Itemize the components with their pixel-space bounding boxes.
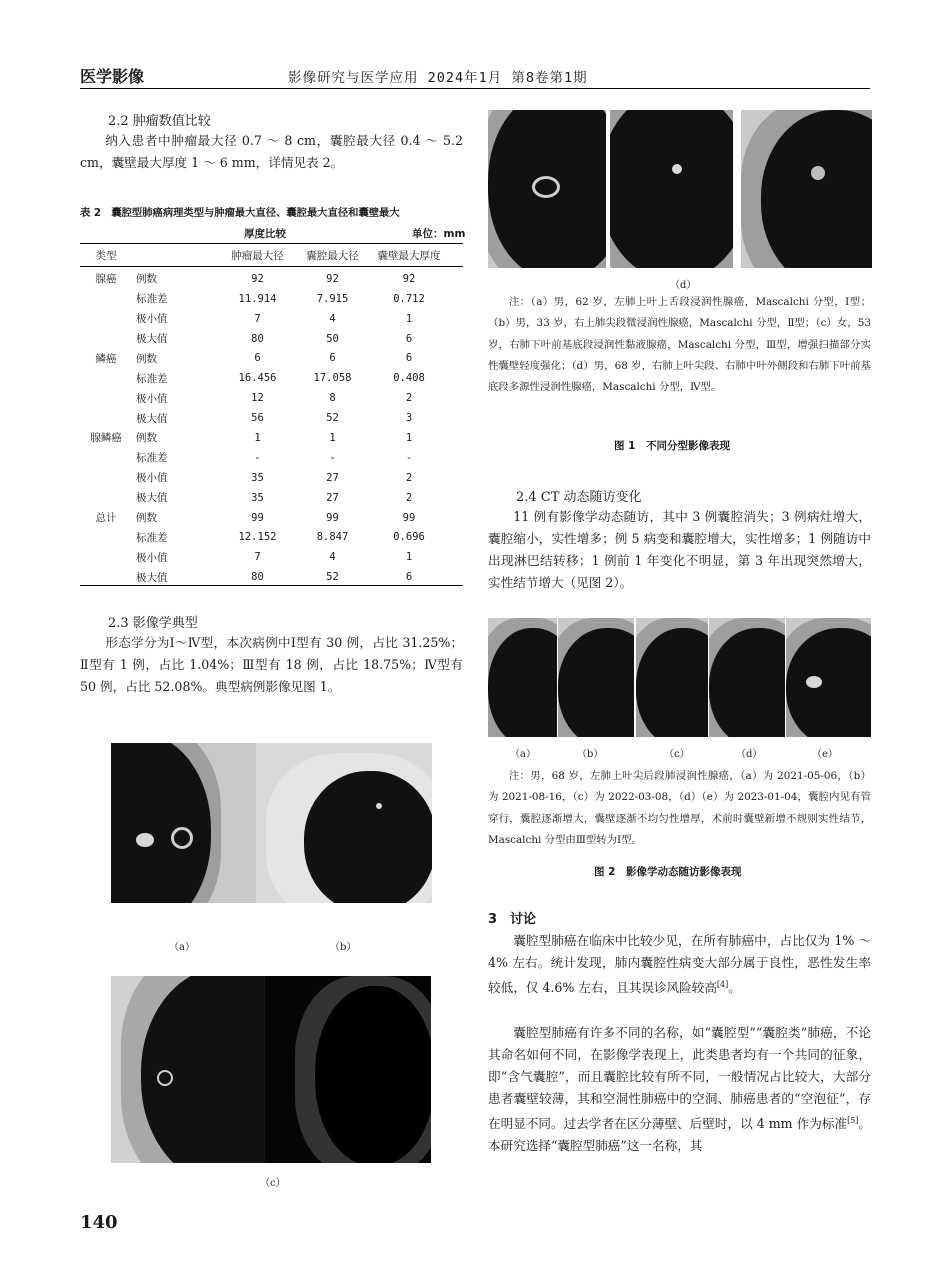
ct-image-fig2b bbox=[558, 618, 634, 737]
table-cell: 17.058 bbox=[313, 372, 352, 385]
table-row bbox=[80, 368, 448, 388]
table-cell: 极小值 bbox=[136, 472, 168, 485]
table-cell bbox=[80, 547, 132, 567]
table-cell: 6 bbox=[405, 571, 413, 584]
table-row bbox=[80, 488, 448, 508]
table-cell: 6 bbox=[405, 332, 413, 345]
table-cell: 7 bbox=[254, 551, 261, 564]
table-cell: 0.696 bbox=[393, 531, 425, 544]
fig1-note-block bbox=[488, 292, 871, 398]
ct-image-fig2c bbox=[636, 618, 708, 737]
fig1-label-a: （a） bbox=[169, 942, 195, 953]
fig2-label-e: （e） bbox=[812, 749, 838, 760]
ct-image-fig2a bbox=[488, 618, 557, 737]
table2-header-row bbox=[80, 246, 448, 266]
table-cell: 4 bbox=[329, 551, 336, 564]
table-row bbox=[80, 329, 448, 349]
section-3-title: 3 讨论 bbox=[488, 912, 537, 927]
table-cell: 2 bbox=[405, 471, 413, 484]
section-3-para-2-text: 囊腔型肺癌有许多不同的名称，如“囊腔型”“囊腔类”肺癌，不论其命名如何不同，在影像学表现上，此类患者均有一个共同的征象，即“含气囊腔”，而且囊腔比较有所不同，一般情况占比较大，大部分患者囊壁较薄，其和空洞性肺癌中的空洞、肺癌患者的“空泡征”，存在明显不同。过去学者在区分薄壁、后壁时，以 4 mm 作为标准 bbox=[488, 1025, 871, 1132]
table-row bbox=[80, 448, 448, 468]
table-cell: 80 bbox=[251, 332, 264, 345]
table-cell bbox=[80, 468, 132, 488]
section-3-para-1-end: 。 bbox=[728, 980, 741, 996]
table-cell: 标准差 bbox=[136, 293, 168, 306]
section-2-4-para: 11 例有影像学动态随访，其中 3 例囊腔消失；3 例病灶增大，囊腔缩小，实性增多；例 5 病变和囊腔增大，实性增多；1 例随访中出现淋巴结转移；1 例前 1 年变化不明显，第 3 年出现突然增大，实性结节增大（见图 2）。 bbox=[488, 509, 871, 590]
section-3-para-2-end: 。本研究选择“囊腔型肺癌”这一名称，其 bbox=[488, 1116, 872, 1154]
fig1-caption: 图 1 不同分型影像表现 bbox=[614, 440, 730, 452]
table-cell: 0.408 bbox=[393, 372, 425, 385]
table-cell bbox=[80, 448, 132, 468]
journal-name: 医学影像 bbox=[80, 67, 145, 86]
table-cell: 极小值 bbox=[136, 392, 168, 405]
table2-unit: 单位：mm bbox=[412, 228, 466, 240]
fig2-caption: 图 2 影像学动态随访影像表现 bbox=[594, 866, 742, 878]
table-row bbox=[80, 289, 448, 309]
ct-image-fig1c-lung-window bbox=[111, 976, 265, 1163]
fig2-label-d: （d） bbox=[736, 749, 763, 760]
table-cell: 35 bbox=[251, 471, 264, 484]
table-header-cell: 囊壁最大厚度 bbox=[377, 250, 441, 263]
table-row bbox=[80, 269, 448, 289]
table-cell: 1 bbox=[405, 312, 413, 325]
table-row bbox=[80, 547, 448, 567]
table-cell: 27 bbox=[326, 471, 339, 484]
ct-image-fig1c-mediastinal-window bbox=[265, 976, 431, 1163]
table-cell: 标准差 bbox=[136, 531, 168, 544]
table-cell: 鳞癌 bbox=[95, 352, 117, 365]
table-header-cell: 囊腔最大径 bbox=[306, 250, 359, 263]
table-row bbox=[80, 348, 448, 368]
table-cell bbox=[80, 408, 132, 428]
table-cell: 2 bbox=[405, 392, 413, 405]
table-row bbox=[80, 468, 448, 488]
table2 bbox=[80, 246, 448, 587]
fig2-note: 注：男，68 岁，左肺上叶尖后段肺浸润性腺癌，（a）为 2021-05-06，（b）为 2021-08-16，（c）为 2022-03-08，（d）（e）为 2023-01-04，囊腔内见有管穿行，囊腔逐渐增大，囊壁逐渐不均匀性增厚，术前时囊壁新增不规则实性结节，Mascalchi 分型由Ⅲ型转为Ⅰ型。 bbox=[488, 770, 871, 846]
ct-image-fig2d bbox=[709, 618, 785, 737]
table-cell: 12 bbox=[251, 392, 264, 405]
table-cell: 极大值 bbox=[136, 412, 168, 425]
table-cell: 极大值 bbox=[136, 571, 168, 584]
table-cell: 1 bbox=[329, 431, 336, 444]
table-cell: 92 bbox=[326, 272, 339, 285]
table-cell: - bbox=[254, 451, 261, 464]
table-cell: 例数 bbox=[136, 352, 157, 365]
table-cell: 标准差 bbox=[136, 372, 168, 385]
table-cell: 52 bbox=[326, 412, 339, 425]
section-2-4-title: 2.4 CT 动态随访变化 bbox=[516, 490, 642, 505]
table-cell: 99 bbox=[326, 511, 339, 524]
fig1-note: 注：（a）男，62 岁，左肺上叶上舌段浸润性腺癌，Mascalchi 分型，Ⅰ型；（b）男，33 岁，右上肺尖段微浸润性腺癌，Mascalchi 分型，Ⅱ型；（c）女，53 岁，右肺下叶前基底段浸润性黏液腺癌，Mascalchi 分型，Ⅲ型，增强扫描部分实性囊壁轻度强化；（d）男，68 岁，右肺上叶尖段、右肺中叶外侧段和右肺下叶前基底段多源性浸润性腺癌，Mascalchi 分型，Ⅳ型。 bbox=[488, 296, 871, 394]
fig2-label-b: （b） bbox=[577, 749, 604, 760]
fig1-label-d: （d） bbox=[670, 280, 697, 291]
citation-4: [4] bbox=[716, 980, 729, 989]
ct-image-fig2e bbox=[786, 618, 871, 737]
table-cell bbox=[80, 309, 132, 329]
table-cell bbox=[80, 488, 132, 508]
table-cell: 标准差 bbox=[136, 452, 168, 465]
table-cell: 6 bbox=[329, 352, 336, 365]
table-cell: 8 bbox=[329, 392, 336, 405]
table-cell: 极小值 bbox=[136, 313, 168, 326]
page-number: 140 bbox=[80, 1212, 118, 1233]
fig1-label-c: （c） bbox=[260, 1178, 286, 1189]
ct-image-fig1d-3 bbox=[741, 110, 872, 268]
table-cell: 1 bbox=[405, 431, 413, 444]
table-cell: 7.915 bbox=[316, 292, 349, 305]
table-cell: 52 bbox=[326, 571, 339, 584]
table-row bbox=[80, 388, 448, 408]
table-cell: 92 bbox=[402, 272, 416, 285]
table-row bbox=[80, 508, 448, 528]
table2-caption-line2: 厚度比较 bbox=[244, 228, 286, 240]
table-cell: 极大值 bbox=[136, 492, 168, 505]
table-cell: 极小值 bbox=[136, 551, 168, 564]
table-cell bbox=[80, 368, 132, 388]
table-cell: 极大值 bbox=[136, 333, 168, 345]
journal-issue: 影像研究与医学应用 2024年1月 第8卷第1期 bbox=[288, 70, 588, 86]
section-2-3-para: 形态学分为Ⅰ～Ⅳ型，本次病例中Ⅰ型有 30 例，占比 31.25%；Ⅱ型有 1 例，占比 1.04%；Ⅲ型有 18 例，占比 18.75%；Ⅳ型有 50 例，占比 52.08%。典型病例影像见图 1。 bbox=[80, 635, 463, 694]
table-cell: 56 bbox=[251, 412, 264, 425]
table-row bbox=[80, 309, 448, 329]
ct-image-fig1d-2 bbox=[610, 110, 733, 268]
table-header-cell bbox=[132, 246, 220, 266]
ct-image-fig1b bbox=[256, 743, 432, 903]
fig2-label-c: （c） bbox=[664, 749, 690, 760]
table-cell bbox=[80, 388, 132, 408]
table-cell: 35 bbox=[251, 491, 264, 504]
table-cell: 6 bbox=[254, 352, 261, 365]
section-2-2-para: 纳入患者中肿瘤最大径 0.7 ～ 8 cm，囊腔最大径 0.4 ～ 5.2 cm，囊壁最大厚度 1 ～ 6 mm，详情见表 2。 bbox=[80, 133, 463, 170]
table-cell bbox=[80, 329, 132, 349]
table-cell: 例数 bbox=[136, 432, 157, 445]
table-cell bbox=[80, 289, 132, 309]
table-cell: 12.152 bbox=[238, 531, 277, 544]
table-row bbox=[80, 567, 448, 587]
fig1-label-b: （b） bbox=[330, 942, 357, 953]
section-3-para-1 bbox=[488, 930, 871, 999]
table-cell: 99 bbox=[402, 511, 416, 524]
table-cell: 80 bbox=[251, 571, 264, 584]
table-cell: 例数 bbox=[136, 273, 157, 286]
table-cell: 6 bbox=[405, 352, 413, 365]
table-cell: 3 bbox=[405, 412, 413, 425]
ct-image-fig1d-1 bbox=[488, 110, 606, 268]
table-cell bbox=[80, 527, 132, 547]
table-cell: 0.712 bbox=[393, 292, 425, 305]
table-cell: 50 bbox=[326, 332, 339, 345]
fig2-note-block bbox=[488, 766, 871, 851]
table-cell: 8.847 bbox=[316, 531, 349, 544]
fig2-label-a: （a） bbox=[510, 749, 536, 760]
table-cell: 腺癌 bbox=[95, 273, 117, 286]
citation-5: [5] bbox=[847, 1116, 859, 1125]
header-rule bbox=[80, 88, 870, 89]
table-cell: 腺鳞癌 bbox=[90, 432, 122, 445]
table-header-cell: 类型 bbox=[95, 250, 117, 263]
table-cell bbox=[80, 567, 132, 587]
table-cell: 27 bbox=[326, 491, 339, 504]
table-cell: - bbox=[405, 451, 413, 464]
table-cell: 11.914 bbox=[238, 292, 277, 305]
section-2-3-title: 2.3 影像学典型 bbox=[108, 616, 198, 631]
table-cell: - bbox=[329, 451, 336, 464]
section-3-para-2 bbox=[488, 1022, 871, 1157]
table-row bbox=[80, 408, 448, 428]
table-cell: 16.456 bbox=[238, 372, 277, 385]
table-cell: 1 bbox=[405, 551, 413, 564]
table-cell: 总计 bbox=[95, 512, 117, 525]
section-3-para-1-text: 囊腔型肺癌在临床中比较少见，在所有肺癌中，占比仅为 1% ～ 4% 左右。统计发现，肺内囊腔性病变大部分属于良性，恶性发生率较低，仅 4.6% 左右，且其误诊风险较高 bbox=[488, 933, 871, 996]
table2-caption-line1: 表 2 囊腔型肺癌病理类型与肿瘤最大直径、囊腔最大直径和囊壁最大 bbox=[80, 207, 400, 219]
table-cell: 4 bbox=[329, 312, 336, 325]
table-cell: 例数 bbox=[136, 512, 157, 525]
table-cell: 2 bbox=[405, 491, 413, 504]
table-row bbox=[80, 428, 448, 448]
table-cell: 92 bbox=[251, 272, 264, 285]
table-row bbox=[80, 527, 448, 547]
section-2-2-title: 2.2 肿瘤数值比较 bbox=[108, 114, 211, 129]
table-cell: 1 bbox=[254, 431, 261, 444]
table-cell: 99 bbox=[251, 511, 264, 524]
table-cell: 7 bbox=[254, 312, 261, 325]
table-header-cell: 肿瘤最大径 bbox=[231, 250, 284, 263]
ct-image-fig1a bbox=[111, 743, 256, 903]
table2-top-rule bbox=[80, 243, 463, 244]
